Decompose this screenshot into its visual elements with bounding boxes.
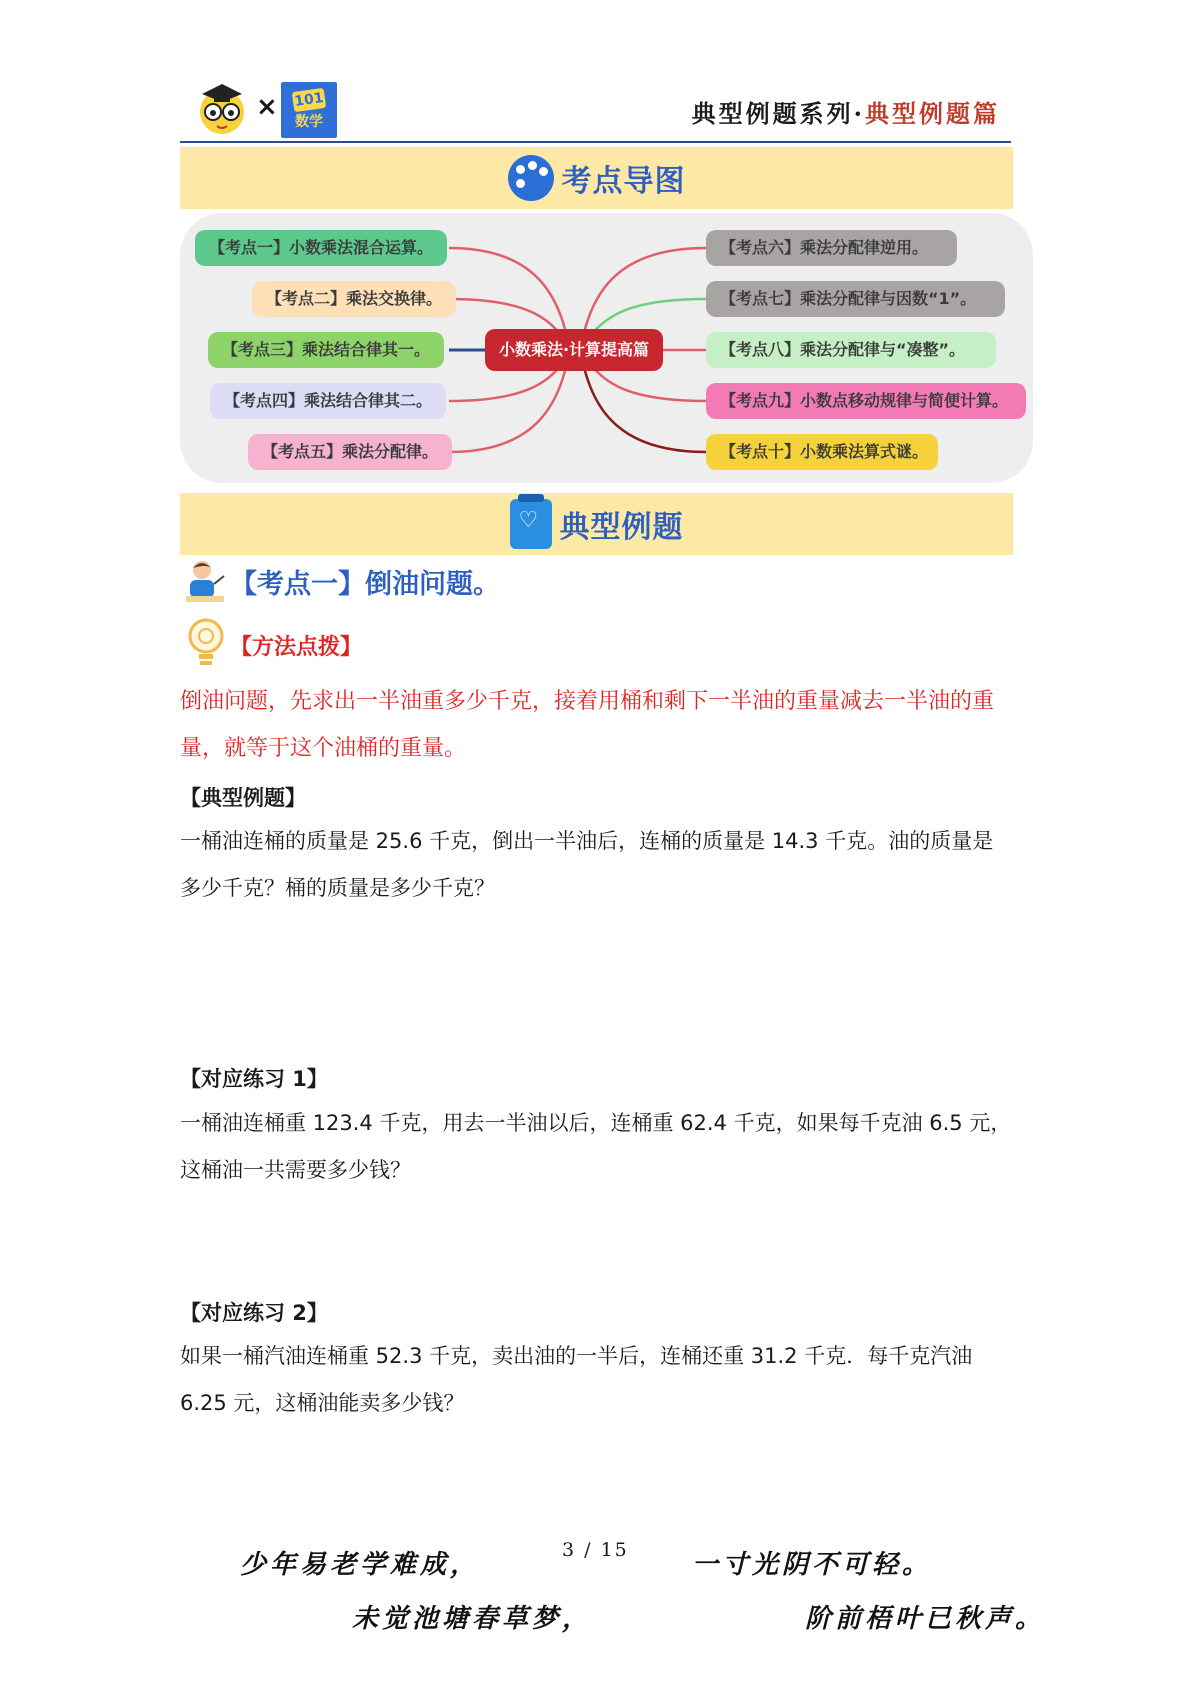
mindmap-node-9: 【考点九】小数点移动规律与简便计算。 [706,383,1026,419]
series-title: 典型例题系列· [691,99,865,128]
footer-poem-line-2-left: 未觉池塘春草梦， [352,1604,593,1634]
method-text: 倒油问题，先求出一半油重多少千克，接着用桶和剩下一半油的重量减去一半油的重量，就等于这个油桶的重量。 [180,689,995,761]
mindmap-node-3: 【考点三】乘法结合律其一。 [208,332,444,368]
mindmap-node-1: 【考点一】小数乘法混合运算。 [195,230,447,266]
footer-poem-line-1-left: 少年易老学难成， [240,1550,481,1580]
practice-2-label: 【对应练习 2】 [180,1301,328,1325]
topic-heading: 【考点一】倒油问题。 [230,569,500,600]
mindmap-node-4: 【考点四】乘法结合律其二。 [210,383,446,419]
footer-poem-line-1-right: 一寸光阴不可轻。 [692,1550,933,1580]
example-text: 一桶油连桶的质量是 25.6 千克，倒出一半油后，连桶的质量是 14.3 千克。油的质量是多少千克？桶的质量是多少千克？ [180,829,994,900]
practice-1-label: 【对应练习 1】 [180,1067,328,1091]
mindmap-node-7: 【考点七】乘法分配律与因数“1”。 [706,281,1005,317]
footer-poem-line-2-right: 阶前梧叶已秋声。 [805,1604,1046,1634]
mindmap-title: 考点导图 [561,164,686,199]
practice-1-text: 一桶油连桶重 123.4 千克，用去一半油以后，连桶重 62.4 千克，如果每千克油 6.5 元，这桶油一共需要多少钱？ [180,1111,1012,1182]
lightbulb-icon [186,618,226,670]
mindmap-center-node: 小数乘法·计算提高篇 [485,329,663,371]
examples-banner [180,493,1013,555]
examples-title: 典型例题 [559,510,684,545]
logo-math-text: 数学 [295,114,323,130]
trophy-icon: ♡ [510,499,552,549]
example-label: 【典型例题】 [180,786,306,810]
logo-101-text: 101 [292,88,326,112]
teacher-icon [184,558,226,606]
page-number: 3 / 15 [562,1539,629,1561]
series-subtitle: 典型例题篇 [865,99,1000,128]
mindmap-node-2: 【考点二】乘法交换律。 [252,281,456,317]
mindmap-node-10: 【考点十】小数乘法算式谜。 [706,434,938,470]
method-label: 【方法点拨】 [230,635,363,660]
practice-2-text: 如果一桶汽油连桶重 52.3 千克，卖出油的一半后，连桶还重 31.2 千克．每千克汽油 6.25 元，这桶油能卖多少钱？ [180,1344,973,1415]
mindmap-node-8: 【考点八】乘法分配律与“凑整”。 [706,332,996,368]
mindmap-node-5: 【考点五】乘法分配律。 [248,434,452,470]
mindmap-node-6: 【考点六】乘法分配律逆用。 [706,230,957,266]
logo-separator: × [256,92,278,122]
